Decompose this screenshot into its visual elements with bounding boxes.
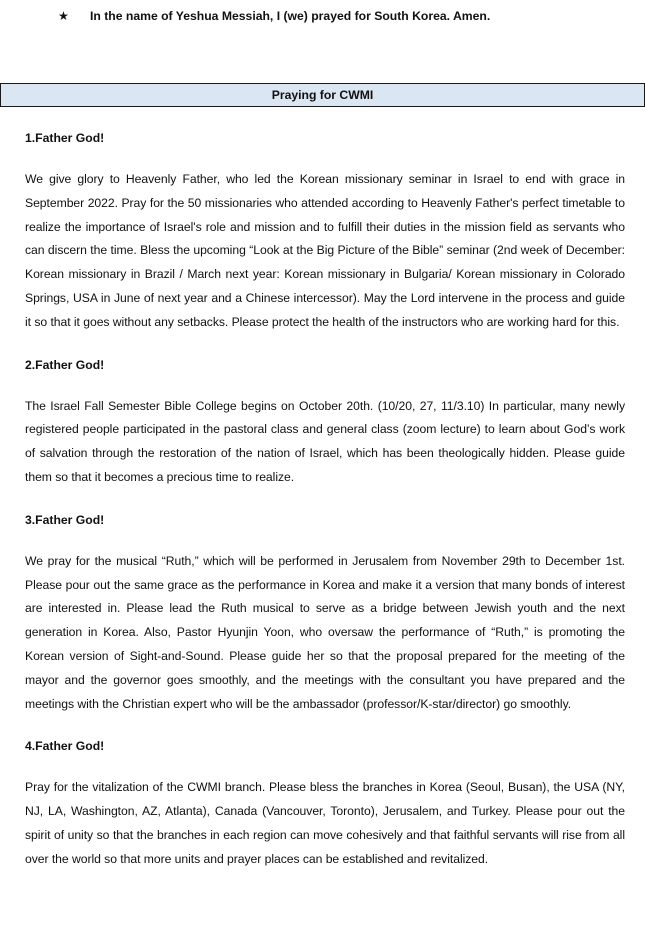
prayer-item [25, 736, 625, 871]
section-header: Praying for CWMI [0, 83, 645, 107]
prayer-item-body: We give glory to Heavenly Father, who led the Korean missionary seminar in Israel to end with grace in September 2022. Pray for the 50 missionaries who attended according to Heavenly Father's perfect timetable to realize the importance of Israel's role and mission and to fulfill their duties in the mission field as servants who can discern the time. Bless the upcoming “Look at the Big Picture of the Bible” seminar (2nd week of December: Korean missionary in Brazil / March next year: Korean missionary in Bulgaria/ Korean missionary in Colorado Springs, USA in June of next year and a Chinese intercessor). May the Lord intervene in the process and guide it so that it goes without any setbacks. Please protect the health of the instructors who are working hard for this. [25, 172, 625, 329]
prayer-item-title: 1.Father God! [25, 131, 105, 145]
prayer-item-body: We pray for the musical “Ruth,” which will be performed in Jerusalem from November 29th to December 1st. Please pour out the same grace as the performance in Korea and make it a version that many bonds of interest are interested in. Please lead the Ruth musical to serve as a bridge between Jewish youth and the next generation in Korea. Also, Pastor Hyunjin Yoon, who oversaw the performance of “Ruth,” is promoting the Korean version of Sight-and-Sound. Please guide her so that the proposal prepared for the meeting of the mayor and the governor goes smoothly, and the meetings with the consultant you have prepared and the meetings with the Christian expert who will be the ambassador (professor/K-star/director) go smoothly. [25, 553, 625, 711]
prayer-item [25, 128, 625, 335]
prayer-item-body: Pray for the vitalization of the CWMI branch. Please bless the branches in Korea (Seoul, Busan), the USA (NY, NJ, LA, Washington, AZ, Atlanta), Canada (Vancouver, Toronto), Jerusalem, and Turkey. Please pour out the spirit of unity so that the branches in each region can move cohesively and that faithful servants will rise from all over the world so that more units and prayer places can be established and revitalized. [25, 780, 625, 866]
star-icon: ★ [58, 9, 69, 23]
prayer-item [25, 510, 625, 717]
prayer-item-title: 3.Father God! [25, 512, 105, 527]
prayer-item-body: The Israel Fall Semester Bible College begins on October 20th. (10/20, 27, 11/3.10) In particular, many newly registered people participated in the pastoral class and general class (zoom lecture) to learn about God’s work of salvation through the restoration of the nation of Israel, which has been theologically hidden. Please guide them so that it becomes a precious time to realize. [25, 398, 625, 484]
top-bullet [58, 8, 490, 24]
top-bullet-text: In the name of Yeshua Messiah, I (we) prayed for South Korea. Amen. [90, 9, 491, 23]
prayer-item-title: 4.Father God! [25, 739, 105, 754]
prayer-item [25, 355, 625, 490]
prayer-list [25, 128, 625, 872]
prayer-item-title: 2.Father God! [25, 357, 105, 372]
